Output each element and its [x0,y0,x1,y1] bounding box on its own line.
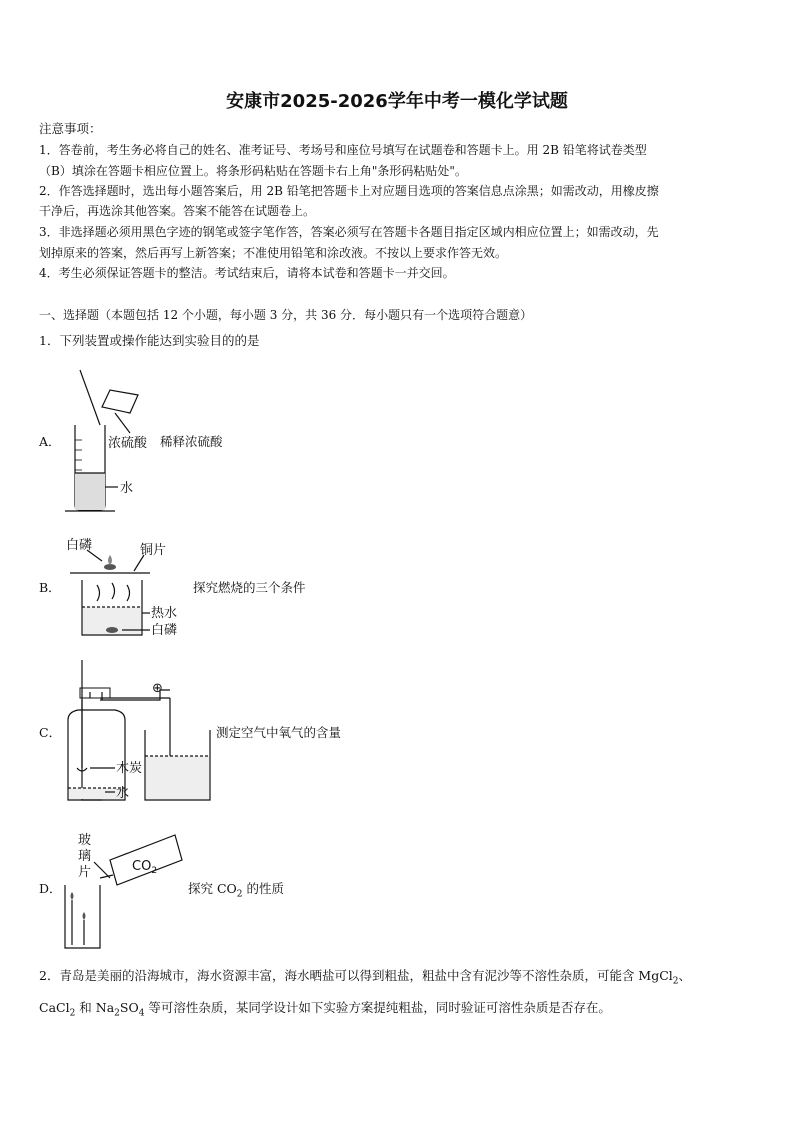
label-glass-3: 片 [78,865,92,880]
dilution-diagram [60,365,170,515]
notice-line: 3．非选择题必须用黑色字迹的钢笔或签字笔作答，答案必须写在答题卡各题目指定区域内相应位置上；如需改动，先 [39,225,659,239]
combustion-diagram [62,535,192,645]
page-title: 安康市2025-2026学年中考一模化学试题 [226,91,568,112]
notice-line: 划掉原来的答案，然后再写上新答案；不准使用铅笔和涂改液。不按以上要求作答无效。 [39,246,508,260]
oxygen-measurement-diagram [60,660,220,810]
label-glass-1: 玻 [78,833,92,848]
label-co2: $CO_2$ [132,859,158,876]
question-2-line-2: CaCl$_2$ 和 $Na_2SO_4$ 等可溶性杂质，某同学设计如下实验方案提纯粗盐，同时验证可溶性杂质是否存在。 [39,1000,611,1019]
section-heading: 一、选择题（本题包括 12 个小题，每小题 3 分，共 36 分．每小题只有一个选项符合题意） [39,308,533,322]
notice-line: 1．答卷前，考生务必将自己的姓名、准考证号、考场号和座位号填写在试题卷和答题卡上。用 2B 铅笔将试卷类型 [39,143,647,157]
option-c-letter: C． [39,725,62,740]
option-a-caption: 稀释浓硫酸 [160,434,223,449]
label-conc-sulfuric-acid: 浓硫酸 [108,436,148,451]
label-glass-2: 璃 [78,849,92,864]
label-charcoal: 木炭 [116,761,143,776]
option-b-caption: 探究燃烧的三个条件 [193,580,306,595]
notice-line: 干净后，再选涂其他答案。答案不能答在试题卷上。 [39,204,316,218]
notice-line: 4．考生必须保证答题卡的整洁。考试结束后，请将本试卷和答题卡一并交回。 [39,266,455,280]
notice-line: （B）填涂在答题卡相应位置上。将条形码粘贴在答题卡右上角"条形码粘贴处"。 [39,164,467,178]
co2-property-diagram [60,830,190,955]
option-d-letter: D． [39,881,62,896]
label-hot-water: 热水 [151,606,178,621]
label-white-phosphorus-top: 白磷 [66,538,93,553]
option-d-caption: 探究 $CO_2$ 的性质 [188,881,285,900]
label-water-c: 水 [116,786,130,801]
notice-line: 2．作答选择题时，选出每小题答案后，用 2B 铅笔把答题卡上对应题目选项的答案信息点涂黑；如需改动，用橡皮擦 [39,184,659,198]
label-water: 水 [120,481,134,496]
clamp-icon: ⊕ [152,681,163,696]
label-white-phosphorus-bottom: 白磷 [151,623,178,638]
question-1-stem: 1．下列装置或操作能达到实验目的的是 [39,333,260,348]
option-b-letter: B． [39,580,61,595]
label-copper-sheet: 铜片 [140,543,167,558]
question-2-line-1: 2．青岛是美丽的沿海城市，海水资源丰富，海水晒盐可以得到粗盐，粗盐中含有泥沙等不溶性杂质，可能含 MgCl$_2$、 [39,968,692,987]
notice-heading: 注意事项： [39,121,102,136]
option-c-caption: 测定空气中氧气的含量 [216,725,342,740]
option-a-letter: A． [39,434,61,449]
